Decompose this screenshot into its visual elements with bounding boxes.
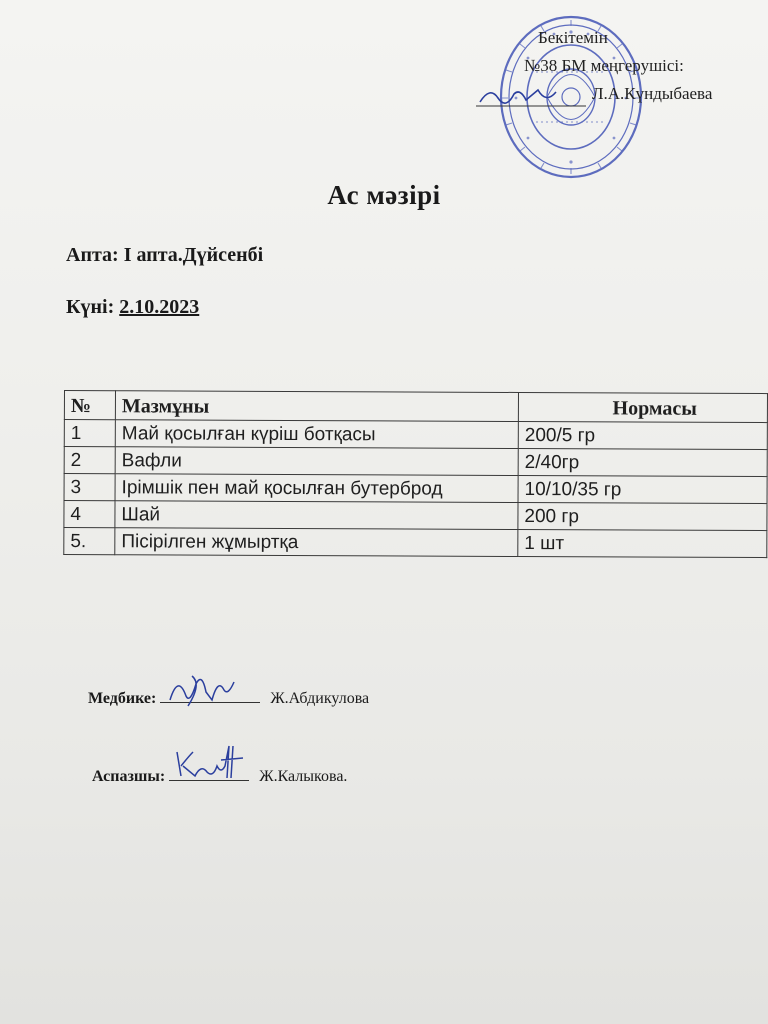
table-row (64, 447, 767, 477)
table-row (64, 528, 767, 558)
approval-name: Л.А.Күндыбаева (592, 84, 713, 103)
date-label: Күні: (66, 296, 120, 318)
cook-label: Аспазшы: (92, 768, 166, 785)
row-norm: 200 гр (518, 502, 767, 530)
table-row (64, 474, 767, 504)
row-norm: 10/10/35 гр (518, 475, 767, 503)
row-norm: 200/5 гр (518, 421, 767, 449)
row-norm: 2/40гр (518, 448, 767, 476)
table-row (64, 501, 767, 531)
row-number: 1 (64, 420, 115, 447)
approval-title: Бекітемін (538, 28, 608, 47)
nurse-signature-line (160, 684, 260, 703)
table-row (64, 420, 767, 450)
header-number: № (64, 391, 115, 420)
row-content: Ірімшік пен май қосылған бутерброд (115, 474, 518, 503)
nurse-signature-icon (162, 670, 252, 708)
row-norm: 1 шт (518, 529, 767, 557)
cook-name: Ж.Калыкова. (259, 768, 348, 785)
approval-role: №38 БМ меңгерушісі: (524, 56, 684, 75)
nurse-name: Ж.Абдикулова (270, 690, 370, 707)
table-header-row (64, 391, 767, 423)
cook-signature-row (92, 762, 347, 786)
nurse-label: Медбике: (88, 690, 157, 707)
header-norm: Нормасы (518, 392, 767, 422)
date-value: 2.10.2023 (119, 296, 200, 318)
row-number: 4 (64, 501, 115, 528)
menu-table (63, 390, 768, 558)
row-content: Шай (115, 501, 518, 530)
nurse-signature-row (88, 684, 369, 708)
approval-block (470, 28, 760, 178)
row-content: Май қосылған күріш ботқасы (115, 420, 518, 449)
row-content: Пісірілген жұмыртқа (115, 528, 518, 557)
week-label: Апта: І апта.Дүйсенбі (66, 244, 264, 266)
date-line (66, 296, 199, 319)
row-content: Вафли (115, 447, 518, 476)
page-title: Ас мәзірі (327, 180, 441, 210)
row-number: 2 (64, 447, 115, 474)
cook-signature-line (169, 762, 249, 781)
row-number: 3 (64, 474, 115, 501)
header-content: Мазмұны (115, 391, 518, 422)
row-number: 5. (64, 528, 115, 555)
cook-signature-icon (171, 742, 251, 786)
director-signature-icon (476, 80, 586, 110)
